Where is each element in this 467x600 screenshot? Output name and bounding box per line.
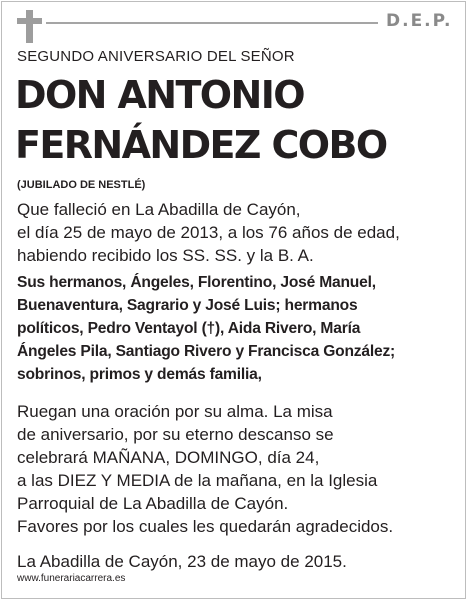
- latin-cross-icon: [17, 10, 42, 43]
- family-line: Ángeles Pila, Santiago Rivero y Francisca González;: [17, 343, 396, 360]
- death-line: habiendo recibido los SS. SS. y la B. A.: [17, 246, 314, 265]
- death-line: Que falleció en La Abadilla de Cayón,: [17, 200, 301, 219]
- family-line: Sus hermanos, Ángeles, Florentino, José Manuel,: [17, 274, 376, 291]
- death-details: [17, 198, 400, 267]
- death-line: el día 25 de mayo de 2013, a los 76 años de edad,: [17, 223, 400, 242]
- request-line: a las DIEZ Y MEDIA de la mañana, en la Iglesia: [17, 471, 378, 490]
- notice-subtitle: SEGUNDO ANIVERSARIO DEL SEÑOR: [17, 48, 295, 65]
- request-line: Favores por los cuales les quedarán agradecidos.: [17, 517, 394, 536]
- funeral-home-website: www.funerariacarrera.es: [17, 573, 126, 584]
- request-line: Parroquial de La Abadilla de Cayón.: [17, 494, 289, 513]
- family-members: [17, 271, 395, 386]
- family-line: políticos, Pedro Ventayol (†), Aida Rivero, María: [17, 320, 361, 337]
- mass-request: [17, 400, 393, 538]
- deceased-name-line-2: FERNÁNDEZ COBO: [15, 123, 387, 167]
- header-rule: [46, 22, 378, 24]
- dep-label: D.E.P.: [386, 11, 453, 31]
- place-and-date: La Abadilla de Cayón, 23 de mayo de 2015.: [17, 552, 347, 571]
- occupation-note: (JUBILADO DE NESTLÉ): [17, 179, 146, 191]
- request-line: Ruegan una oración por su alma. La misa: [17, 402, 333, 421]
- deceased-name-line-1: DON ANTONIO: [15, 73, 304, 117]
- family-line: Buenaventura, Sagrario y José Luis; hermanos: [17, 297, 358, 314]
- cross-vertical-bar: [26, 10, 33, 43]
- cross-horizontal-bar: [17, 18, 42, 24]
- family-line: sobrinos, primos y demás familia,: [17, 366, 262, 383]
- request-line: de aniversario, por su eterno descanso se: [17, 425, 334, 444]
- request-line: celebrará MAÑANA, DOMINGO, día 24,: [17, 448, 320, 467]
